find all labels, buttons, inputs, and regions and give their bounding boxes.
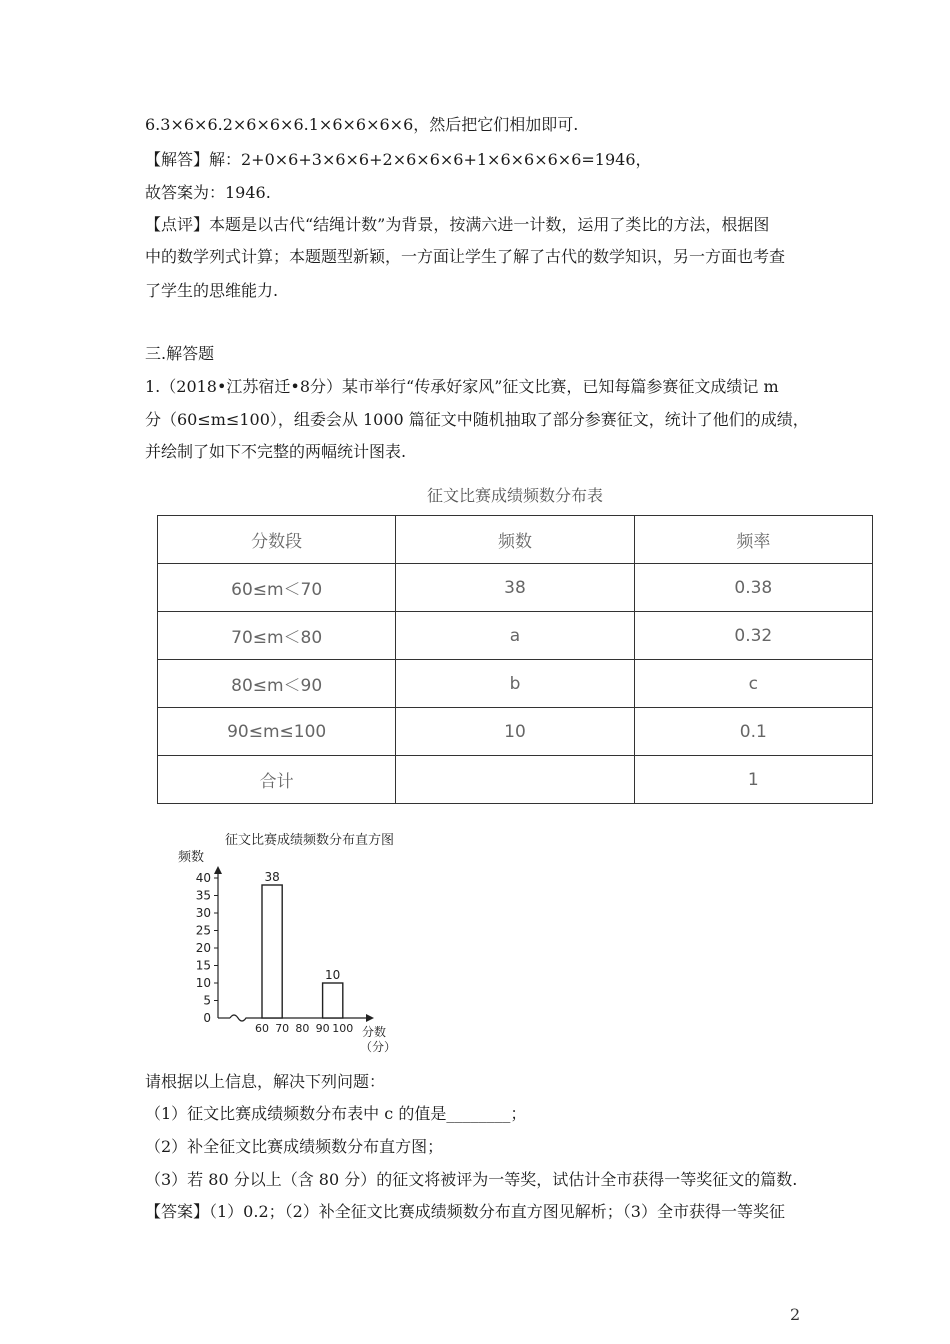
histogram-bar (262, 885, 282, 1018)
page-number: 2 (790, 1305, 801, 1324)
question-2: （2）补全征文比赛成绩频数分布直方图； (145, 1137, 444, 1156)
x-tick-label: 80 (295, 1022, 310, 1035)
table-header-row (158, 516, 873, 564)
y-tick-label: 25 (195, 923, 211, 938)
table-row (158, 612, 873, 660)
table-row (158, 564, 873, 612)
text-line-6: 了学生的思维能力. (145, 281, 279, 300)
question-3: （3）若 80 分以上（含 80 分）的征文将被评为一等奖，试估计全市获得一等奖征文的篇数. (145, 1170, 798, 1189)
table-caption: 征文比赛成绩频数分布表 (426, 486, 603, 505)
problem-line-3: 并绘制了如下不完整的两幅统计图表. (145, 442, 407, 461)
table-cell: 90≤m≤100 (158, 708, 396, 756)
x-axis-break (230, 1015, 262, 1021)
table-cell: 1 (634, 756, 872, 804)
table-cell: 60≤m＜70 (158, 564, 396, 612)
y-tick-label: 5 (203, 993, 211, 1008)
table-row (158, 756, 873, 804)
answer-line: 【答案】（1）0.2；（2）补全征文比赛成绩频数分布直方图见解析；（3）全市获得一等奖征 (145, 1202, 785, 1221)
x-axis-arrow (366, 1014, 374, 1022)
table-cell: 80≤m＜90 (158, 660, 396, 708)
x-axis-label: 分数 (362, 1025, 387, 1039)
table-cell: 38 (396, 564, 634, 612)
table-cell: 合计 (158, 756, 396, 804)
table-cell (396, 756, 634, 804)
table-header-cell: 频率 (634, 516, 872, 564)
histogram-chart (170, 828, 410, 1060)
y-tick-label: 40 (195, 871, 211, 885)
table-cell: a (396, 612, 634, 660)
y-axis-label: 频数 (178, 850, 205, 865)
chart-title: 征文比赛成绩频数分布直方图 (225, 833, 395, 848)
table-cell: b (396, 660, 634, 708)
text-line-3: 故答案为：1946. (145, 183, 271, 202)
table-row (158, 708, 873, 756)
table-cell: 10 (396, 708, 634, 756)
section-heading: 三.解答题 (145, 344, 215, 363)
x-axis-unit: （分） (360, 1040, 397, 1054)
bar-value-label: 10 (325, 968, 341, 982)
problem-line-2: 分（60≤m≤100），组委会从 1000 篇征文中随机抽取了部分参赛征文，统计了他们的成绩， (145, 410, 809, 429)
question-1: （1）征文比赛成绩频数分布表中 c 的值是________； (145, 1104, 527, 1123)
y-tick-label: 20 (195, 941, 211, 955)
text-line-1: 6.3×6×6.2×6×6×6.1×6×6×6×6，然后把它们相加即可. (145, 115, 579, 134)
y-axis-arrow (214, 866, 222, 874)
table-header-cell: 频数 (396, 516, 634, 564)
bar-value-label: 38 (264, 870, 280, 884)
frequency-table (157, 515, 873, 804)
text-line-2: 【解答】解：2+0×6+3×6×6+2×6×6×6+1×6×6×6×6=1946， (145, 150, 652, 169)
y-tick-label: 15 (195, 958, 211, 973)
y-tick-label: 0 (203, 1011, 211, 1025)
table-cell: 0.1 (634, 708, 872, 756)
y-tick-label: 35 (195, 888, 211, 903)
question-intro: 请根据以上信息，解决下列问题： (145, 1072, 386, 1091)
x-tick-label: 90 (315, 1022, 330, 1035)
table-cell: c (634, 660, 872, 708)
y-tick-label: 10 (195, 976, 211, 990)
histogram-bar (323, 983, 343, 1018)
table-header-cell: 分数段 (158, 516, 396, 564)
table-cell: 0.38 (634, 564, 872, 612)
x-tick-label: 70 (275, 1022, 290, 1035)
x-tick-label: 60 (255, 1022, 269, 1035)
table-cell: 70≤m＜80 (158, 612, 396, 660)
problem-line-1: 1.（2018•江苏宿迁•8分）某市举行“传承好家风”征文比赛，已知每篇参赛征文成绩记 m (145, 377, 779, 396)
text-line-4: 【点评】本题是以古代“结绳计数”为背景，按满六进一计数，运用了类比的方法，根据图 (145, 215, 770, 234)
text-line-5: 中的数学列式计算；本题题型新颖，一方面让学生了解了古代的数学知识，另一方面也考查 (145, 247, 786, 266)
y-tick-label: 30 (195, 906, 211, 920)
table-cell: 0.32 (634, 612, 872, 660)
x-tick-label: 100 (332, 1022, 354, 1035)
table-row (158, 660, 873, 708)
